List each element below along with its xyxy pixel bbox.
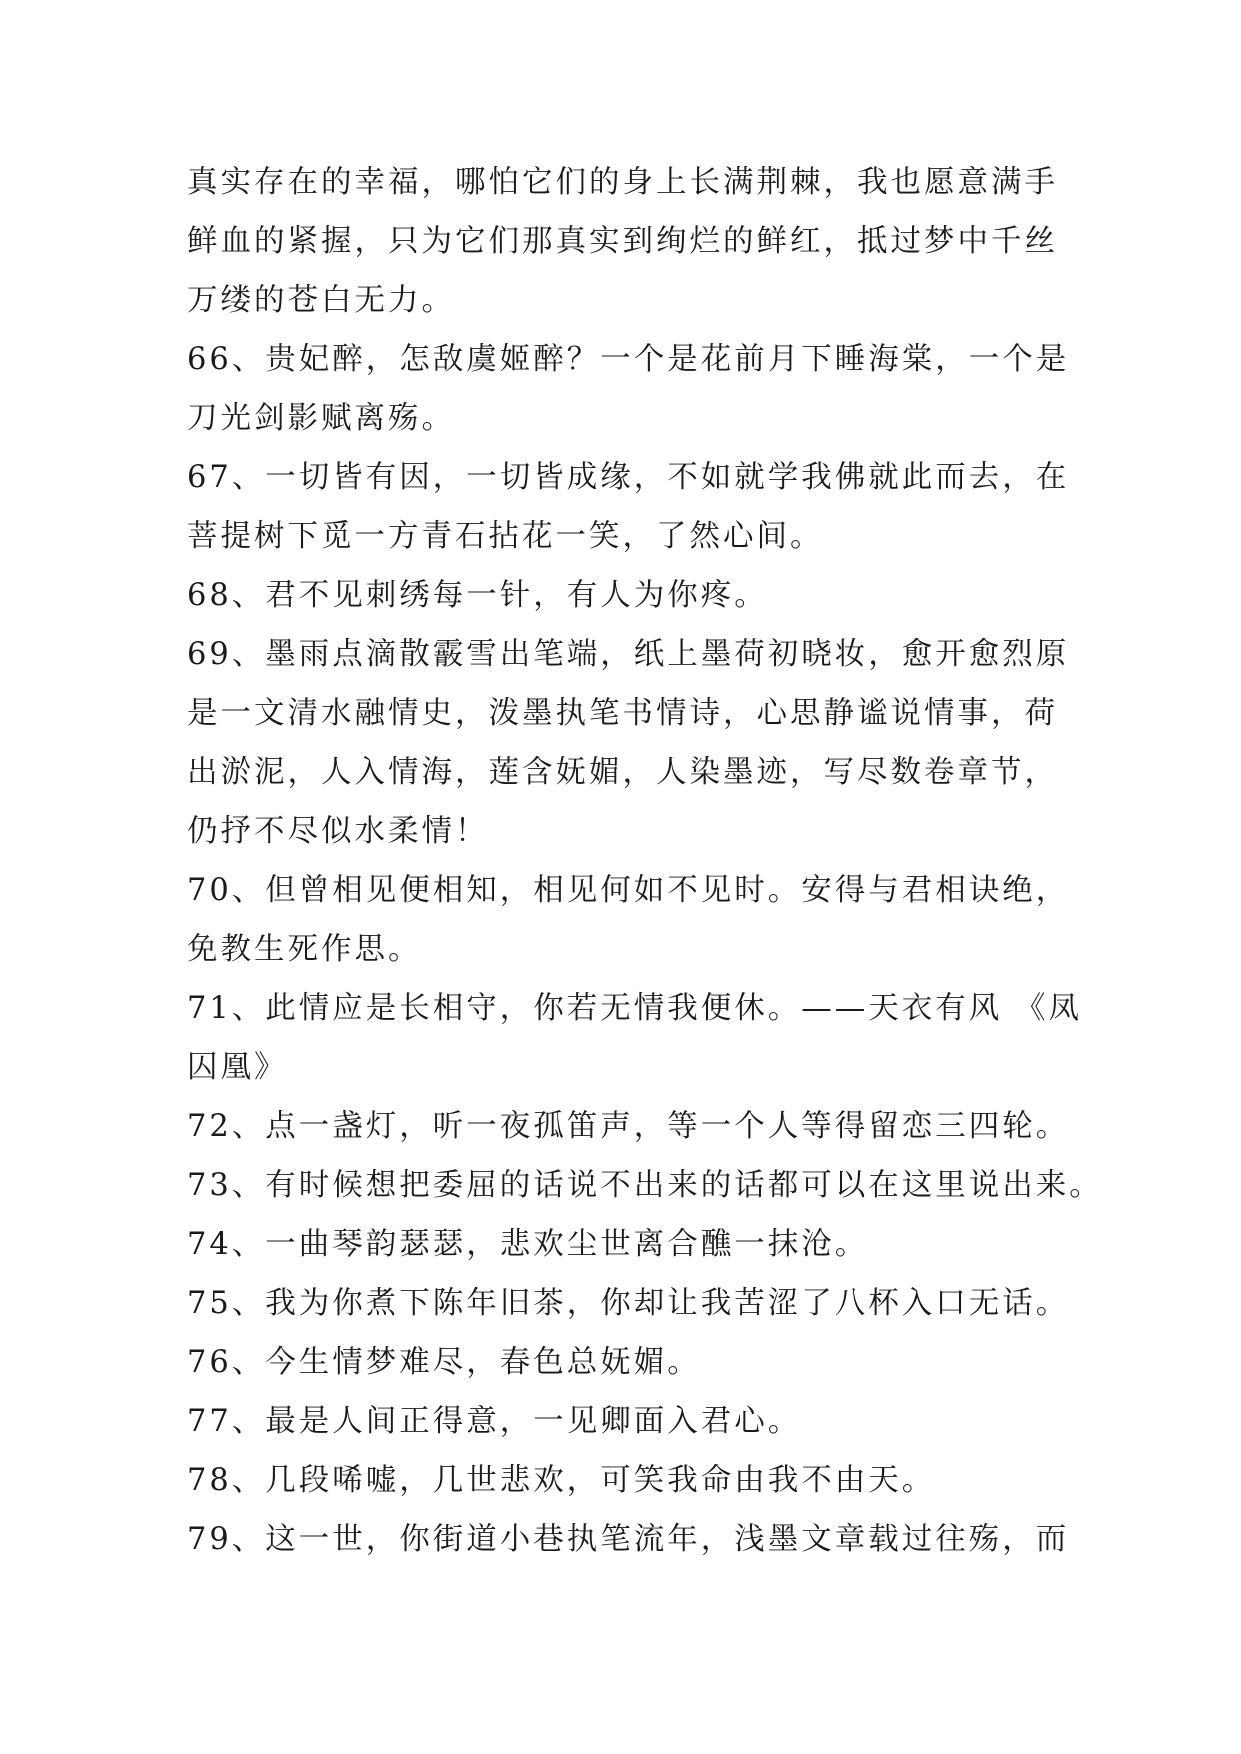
text-line: 66、贵妃醉，怎敌虞姬醉？一个是花前月下睡海棠，一个是 (187, 342, 1070, 377)
document-body (187, 153, 1103, 1569)
text-line: 67、一切皆有因，一切皆成缘，不如就学我佛就此而去，在 (187, 460, 1070, 495)
text-line: 万缕的苍白无力。 (187, 283, 455, 318)
text-line: 73、有时候想把委屈的话说不出来的话都可以在这里说出来。 (187, 1168, 1103, 1203)
text-line: 79、这一世，你街道小巷执笔流年，浅墨文章载过往殇，而 (187, 1522, 1070, 1557)
text-line: 免教生死作思。 (187, 932, 422, 967)
text-line: 鲜血的紧握，只为它们那真实到绚烂的鲜红，抵过梦中千丝 (187, 224, 1058, 259)
text-line: 77、最是人间正得意，一见卿面入君心。 (187, 1404, 802, 1439)
text-line: 囚凰》 (187, 1050, 288, 1085)
text-line: 78、几段唏嘘，几世悲欢，可笑我命由我不由天。 (187, 1463, 936, 1498)
text-line: 71、此情应是长相守，你若无情我便休。——天衣有风 《凤 (187, 991, 1083, 1026)
text-line: 真实存在的幸福，哪怕它们的身上长满荆棘，我也愿意满手 (187, 165, 1058, 200)
text-line: 出淤泥，人入情海，莲含妩媚，人染墨迹，写尽数卷章节， (187, 755, 1058, 790)
text-line: 仍抒不尽似水柔情！ (187, 814, 489, 849)
text-line: 76、今生情梦难尽，春色总妩媚。 (187, 1345, 701, 1380)
text-line: 菩提树下觅一方青石拈花一笑，了然心间。 (187, 519, 824, 554)
text-line: 68、君不见刺绣每一针，有人为你疼。 (187, 578, 768, 613)
text-line: 是一文清水融情史，泼墨执笔书情诗，心思静谧说情事，荷 (187, 696, 1058, 731)
text-line: 69、墨雨点滴散霰雪出笔端，纸上墨荷初晓妆，愈开愈烈原 (187, 637, 1070, 672)
text-line: 70、但曾相见便相知，相见何如不见时。安得与君相诀绝， (187, 873, 1070, 908)
text-line: 74、一曲琴韵瑟瑟，悲欢尘世离合醮一抹沧。 (187, 1227, 869, 1262)
text-line: 刀光剑影赋离殇。 (187, 401, 455, 436)
text-line: 72、点一盏灯，听一夜孤笛声，等一个人等得留恋三四轮。 (187, 1109, 1070, 1144)
text-line: 75、我为你煮下陈年旧茶，你却让我苦涩了八杯入口无话。 (187, 1286, 1070, 1321)
